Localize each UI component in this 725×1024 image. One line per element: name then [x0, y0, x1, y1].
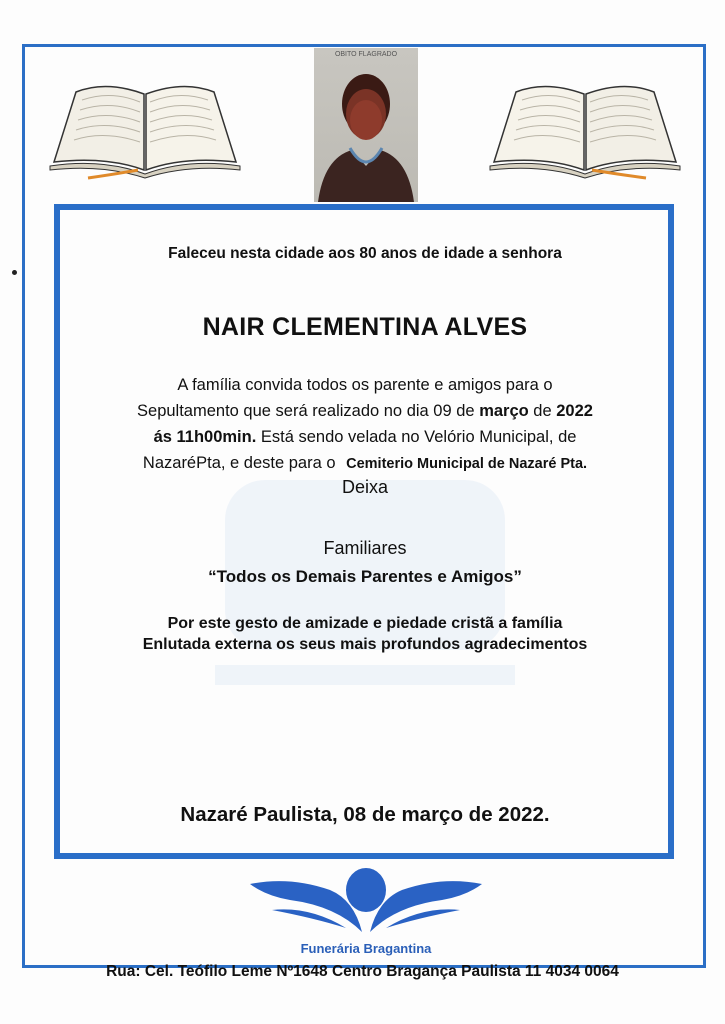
invitation-paragraph	[60, 372, 670, 477]
scan-speck	[12, 270, 17, 275]
deceased-photo	[314, 48, 418, 202]
familiares-names: “Todos os Demais Parentes e Amigos”	[208, 567, 522, 586]
intro-text: Faleceu nesta cidade aos 80 anos de idade a senhora	[168, 245, 562, 262]
deceased-name: NAIR CLEMENTINA ALVES	[202, 313, 528, 341]
photo-caption: OBITO FLAGRADO	[334, 51, 398, 58]
brand-name: Funerária Bragantina	[300, 941, 432, 956]
thanks-line-2: Enlutada externa os seus mais profundos agradecimentos	[142, 636, 588, 653]
address-footer: Rua: Cel. Teófilo Leme Nº1648 Centro Bragança Paulista 11 4034 0064	[106, 963, 619, 980]
place-date: Nazaré Paulista, 08 de março de 2022.	[180, 803, 550, 826]
invite-line-3: ás 11h00min. Está sendo velada no Velório Municipal, de	[153, 428, 577, 446]
open-bible-left-icon	[46, 70, 244, 182]
familiares-label: Familiares	[323, 538, 407, 558]
thanks-paragraph	[60, 613, 670, 655]
thanks-line-1: Por este gesto de amizade e piedade cristã a família	[167, 615, 563, 632]
funeraria-logo-icon	[250, 866, 482, 940]
deixa-label: Deixa	[341, 477, 389, 497]
invite-line-2: Sepultamento que será realizado no dia 09 de março de 2022	[137, 402, 593, 420]
invite-line-4: NazaréPta, e deste para o Cemiterio Municipal de Nazaré Pta.	[142, 454, 588, 472]
invite-line-1: A família convida todos os parente e amigos para o	[177, 376, 553, 394]
open-bible-right-icon	[486, 70, 684, 182]
